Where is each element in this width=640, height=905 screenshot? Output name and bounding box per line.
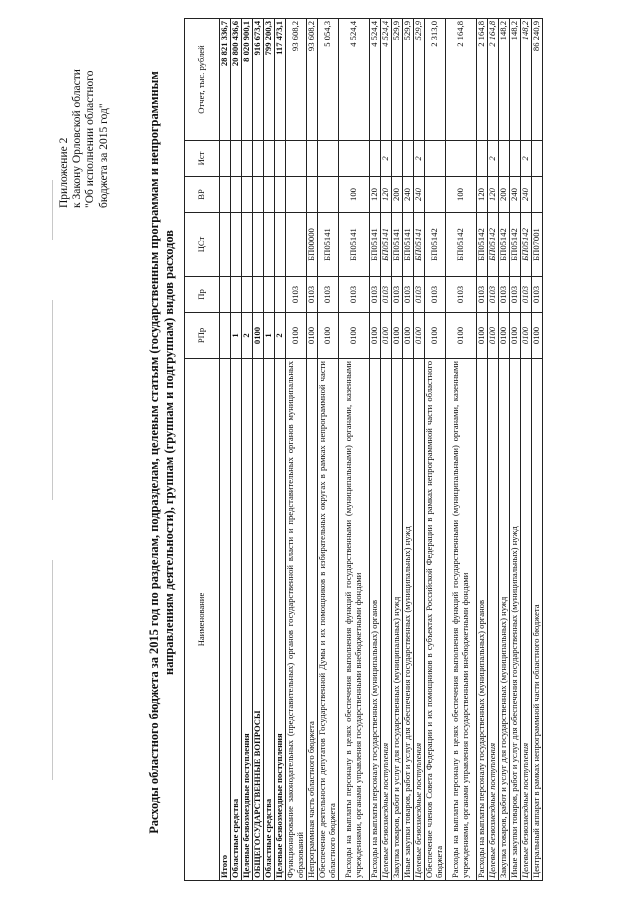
row-pr-cell — [275, 277, 286, 313]
table-row — [253, 19, 264, 881]
row-ist-cell — [231, 141, 242, 177]
row-cst-cell: БП05141 — [370, 213, 381, 277]
table-row — [220, 19, 231, 881]
row-rpr-cell: 0100 — [253, 313, 264, 359]
row-ist-cell — [446, 141, 477, 177]
row-report-cell: 28 821 336,7 — [220, 19, 231, 141]
row-vr-cell: 240 — [403, 177, 414, 213]
row-ist-cell — [510, 141, 521, 177]
row-pr-cell: 0103 — [521, 277, 532, 313]
row-report-cell: 86 240,9 — [532, 19, 543, 141]
row-report-cell: 799 200,3 — [264, 19, 275, 141]
row-name-cell: Расходы на выплаты персоналу в целях обеспечения выполнения функций государственными (муниципальными) органами, казенными учреждениями, органами управления государственными внебюджетными фондами — [446, 359, 477, 881]
row-ist-cell: 2 — [521, 141, 532, 177]
row-rpr-cell: 0100 — [370, 313, 381, 359]
header-pr: Пр — [185, 277, 220, 313]
header-vr: ВР — [185, 177, 220, 213]
row-cst-cell — [220, 213, 231, 277]
row-vr-cell — [275, 177, 286, 213]
header-ist: Ист — [185, 141, 220, 177]
row-rpr-cell: 1 — [231, 313, 242, 359]
row-pr-cell — [220, 277, 231, 313]
row-pr-cell: 0103 — [510, 277, 521, 313]
row-pr-cell — [231, 277, 242, 313]
row-report-cell: 148,2 — [510, 19, 521, 141]
row-vr-cell — [242, 177, 253, 213]
row-ist-cell — [403, 141, 414, 177]
row-pr-cell: 0103 — [370, 277, 381, 313]
row-name-cell: Итого — [220, 359, 231, 881]
row-report-cell: 529,9 — [392, 19, 403, 141]
table-row — [307, 19, 318, 881]
row-cst-cell: БП05142 — [477, 213, 488, 277]
row-report-cell: 2 164,8 — [446, 19, 477, 141]
row-vr-cell: 100 — [339, 177, 370, 213]
row-report-cell: 93 608,2 — [286, 19, 307, 141]
row-rpr-cell: 0100 — [499, 313, 510, 359]
row-ist-cell: 2 — [488, 141, 499, 177]
row-pr-cell: 0103 — [414, 277, 425, 313]
row-rpr-cell: 0100 — [307, 313, 318, 359]
row-rpr-cell: 0100 — [414, 313, 425, 359]
row-ist-cell — [339, 141, 370, 177]
row-pr-cell: 0103 — [532, 277, 543, 313]
table-row — [425, 19, 446, 881]
row-vr-cell: 120 — [381, 177, 392, 213]
row-vr-cell — [307, 177, 318, 213]
row-rpr-cell: 0100 — [381, 313, 392, 359]
row-vr-cell: 100 — [446, 177, 477, 213]
row-cst-cell — [275, 213, 286, 277]
row-cst-cell: БП05141 — [414, 213, 425, 277]
row-vr-cell — [220, 177, 231, 213]
table-row — [264, 19, 275, 881]
row-rpr-cell: 0100 — [510, 313, 521, 359]
row-ist-cell — [253, 141, 264, 177]
row-name-cell: Функционирование законодательных (представительных) органов государственной власти и представительных органов муниципальных образований — [286, 359, 307, 881]
table-row — [488, 19, 499, 881]
row-name-cell: Расходы на выплаты персоналу государственных (муниципальных) органов — [477, 359, 488, 881]
row-vr-cell: 240 — [414, 177, 425, 213]
row-pr-cell: 0103 — [392, 277, 403, 313]
row-ist-cell — [392, 141, 403, 177]
expenses-table — [184, 18, 543, 881]
row-pr-cell: 0103 — [286, 277, 307, 313]
row-name-cell: Расходы на выплаты персоналу государственных (муниципальных) органов — [370, 359, 381, 881]
row-cst-cell — [242, 213, 253, 277]
row-pr-cell: 0103 — [425, 277, 446, 313]
row-vr-cell: 200 — [392, 177, 403, 213]
row-cst-cell: БП05142 — [425, 213, 446, 277]
row-name-cell: Центральный аппарат в рамках непрограммной части областного бюджета — [532, 359, 543, 881]
row-cst-cell: БП05141 — [381, 213, 392, 277]
row-ist-cell — [477, 141, 488, 177]
row-name-cell: Целевые безвозмездные поступления — [242, 359, 253, 881]
row-report-cell: 529,9 — [414, 19, 425, 141]
row-pr-cell — [253, 277, 264, 313]
row-ist-cell — [370, 141, 381, 177]
row-rpr-cell: 0100 — [521, 313, 532, 359]
row-cst-cell: БП00000 — [307, 213, 318, 277]
row-report-cell: 4 524,4 — [370, 19, 381, 141]
row-rpr-cell: 0100 — [425, 313, 446, 359]
row-ist-cell — [425, 141, 446, 177]
row-cst-cell: БП07001 — [532, 213, 543, 277]
table-row — [532, 19, 543, 881]
row-name-cell: Расходы на выплаты персоналу в целях обеспечения выполнения функций государственными (муниципальными) органами, казенными учреждениями, органами управления государственными внебюджетными фондами — [339, 359, 370, 881]
row-name-cell: Целевые безвозмездные поступления — [414, 359, 425, 881]
header-rpr: РПр — [185, 313, 220, 359]
document-title: Расходы областного бюджета за 2015 год по разделам, подразделам, целевым статьям (государственным программам и непрограммным направлениям деятельности), группам (группам и подгруппам) видов расходов — [147, 71, 176, 834]
row-report-cell: 529,9 — [403, 19, 414, 141]
row-cst-cell — [264, 213, 275, 277]
row-name-cell: Иные закупки товаров, работ и услуг для обеспечения государственных (муниципальных) нужд — [510, 359, 521, 881]
table-row — [231, 19, 242, 881]
row-vr-cell — [253, 177, 264, 213]
row-rpr-cell: 0100 — [392, 313, 403, 359]
row-rpr-cell: 0100 — [403, 313, 414, 359]
table-row — [318, 19, 339, 881]
header-cst: ЦСт — [185, 213, 220, 277]
row-report-cell: 916 673,4 — [253, 19, 264, 141]
table-row — [392, 19, 403, 881]
row-report-cell: 2 313,0 — [425, 19, 446, 141]
row-name-cell: Иные закупки товаров, работ и услуг для обеспечения государственных (муниципальных) нужд — [403, 359, 414, 881]
table-body — [220, 19, 543, 881]
row-ist-cell: 2 — [381, 141, 392, 177]
row-report-cell: 2 164,8 — [488, 19, 499, 141]
table-row — [242, 19, 253, 881]
row-rpr-cell: 0100 — [488, 313, 499, 359]
table-row — [510, 19, 521, 881]
row-cst-cell: БП05142 — [446, 213, 477, 277]
row-ist-cell — [499, 141, 510, 177]
row-pr-cell — [264, 277, 275, 313]
header-name: Наименование — [185, 359, 220, 881]
row-rpr-cell: 0100 — [339, 313, 370, 359]
row-cst-cell — [253, 213, 264, 277]
row-rpr-cell: 2 — [275, 313, 286, 359]
row-name-cell: ОБЩЕГОСУДАРСТВЕННЫЕ ВОПРОСЫ — [253, 359, 264, 881]
row-pr-cell: 0103 — [488, 277, 499, 313]
row-pr-cell: 0103 — [307, 277, 318, 313]
row-name-cell: Непрограммная часть областного бюджета — [307, 359, 318, 881]
appendix-line: бюджета за 2015 год" — [97, 103, 110, 208]
appendix-line: к Закону Орловской области — [71, 69, 84, 208]
row-cst-cell: БП05142 — [488, 213, 499, 277]
table-row — [275, 19, 286, 881]
row-cst-cell: БП05142 — [521, 213, 532, 277]
row-cst-cell: БП05141 — [318, 213, 339, 277]
row-rpr-cell: 0100 — [477, 313, 488, 359]
row-vr-cell: 240 — [510, 177, 521, 213]
row-name-cell: Закупка товаров, работ и услуг для государственных (муниципальных) нужд — [392, 359, 403, 881]
row-name-cell: Областные средства — [231, 359, 242, 881]
row-pr-cell — [242, 277, 253, 313]
table-row — [477, 19, 488, 881]
row-cst-cell: БП05142 — [499, 213, 510, 277]
row-name-cell: Закупка товаров, работ и услуг для государственных (муниципальных) нужд — [499, 359, 510, 881]
row-rpr-cell: 0100 — [318, 313, 339, 359]
row-ist-cell — [264, 141, 275, 177]
row-cst-cell: БП05141 — [339, 213, 370, 277]
row-report-cell: 8 020 900,1 — [242, 19, 253, 141]
row-pr-cell: 0103 — [477, 277, 488, 313]
row-pr-cell: 0103 — [403, 277, 414, 313]
row-vr-cell: 240 — [521, 177, 532, 213]
row-vr-cell — [318, 177, 339, 213]
row-name-cell: Обеспечение деятельности депутатов Государственной Думы и их помощников в избирательных округах в рамках непрограммной части областного бюджета — [318, 359, 339, 881]
row-vr-cell: 120 — [370, 177, 381, 213]
row-ist-cell — [220, 141, 231, 177]
row-report-cell: 93 608,2 — [307, 19, 318, 141]
row-cst-cell — [231, 213, 242, 277]
table-row — [446, 19, 477, 881]
row-name-cell: Областные средства — [264, 359, 275, 881]
row-report-cell: 148,2 — [521, 19, 532, 141]
row-cst-cell: БП05141 — [403, 213, 414, 277]
row-vr-cell — [231, 177, 242, 213]
table-row — [370, 19, 381, 881]
row-vr-cell — [425, 177, 446, 213]
row-vr-cell — [264, 177, 275, 213]
row-report-cell: 20 800 436,6 — [231, 19, 242, 141]
row-name-cell: Целевые безвозмездные поступления — [521, 359, 532, 881]
row-rpr-cell: 0100 — [446, 313, 477, 359]
row-name-cell: Обеспечение членов Совета Федерации и их помощников в субъектах Российской Федерации в рамках непрограммной части областного бюджета — [425, 359, 446, 881]
row-rpr-cell — [220, 313, 231, 359]
row-cst-cell — [286, 213, 307, 277]
row-rpr-cell: 0100 — [286, 313, 307, 359]
row-rpr-cell: 0100 — [532, 313, 543, 359]
row-rpr-cell: 2 — [242, 313, 253, 359]
appendix-line: "Об исполнении областного — [84, 70, 97, 208]
row-pr-cell: 0103 — [381, 277, 392, 313]
table-row — [403, 19, 414, 881]
row-rpr-cell: 1 — [264, 313, 275, 359]
row-ist-cell: 2 — [414, 141, 425, 177]
table-row — [286, 19, 307, 881]
row-ist-cell — [307, 141, 318, 177]
row-report-cell: 4 524,4 — [339, 19, 370, 141]
appendix-header — [58, 69, 111, 208]
row-pr-cell: 0103 — [339, 277, 370, 313]
row-name-cell: Целевые безвозмездные поступления — [488, 359, 499, 881]
row-pr-cell: 0103 — [446, 277, 477, 313]
row-report-cell: 148,2 — [499, 19, 510, 141]
row-report-cell: 5 054,3 — [318, 19, 339, 141]
row-report-cell: 2 164,8 — [477, 19, 488, 141]
row-vr-cell — [286, 177, 307, 213]
table-row — [339, 19, 370, 881]
row-name-cell: Целевые безвозмездные поступления — [275, 359, 286, 881]
row-ist-cell — [275, 141, 286, 177]
row-pr-cell: 0103 — [318, 277, 339, 313]
table-row — [499, 19, 510, 881]
row-ist-cell — [532, 141, 543, 177]
row-ist-cell — [286, 141, 307, 177]
table-row — [414, 19, 425, 881]
row-cst-cell: БП05142 — [510, 213, 521, 277]
row-report-cell: 4 524,4 — [381, 19, 392, 141]
row-pr-cell: 0103 — [499, 277, 510, 313]
row-cst-cell: БП05141 — [392, 213, 403, 277]
appendix-line: Приложение 2 — [58, 137, 70, 208]
row-vr-cell — [532, 177, 543, 213]
row-ist-cell — [318, 141, 339, 177]
row-name-cell: Целевые безвозмездные поступления — [381, 359, 392, 881]
row-vr-cell: 120 — [488, 177, 499, 213]
row-ist-cell — [242, 141, 253, 177]
table-header-row — [185, 19, 220, 881]
row-report-cell: 117 473,1 — [275, 19, 286, 141]
header-report: Отчет, тыс. рублей — [185, 19, 220, 141]
row-vr-cell: 120 — [477, 177, 488, 213]
row-vr-cell: 200 — [499, 177, 510, 213]
table-row — [381, 19, 392, 881]
table-row — [521, 19, 532, 881]
